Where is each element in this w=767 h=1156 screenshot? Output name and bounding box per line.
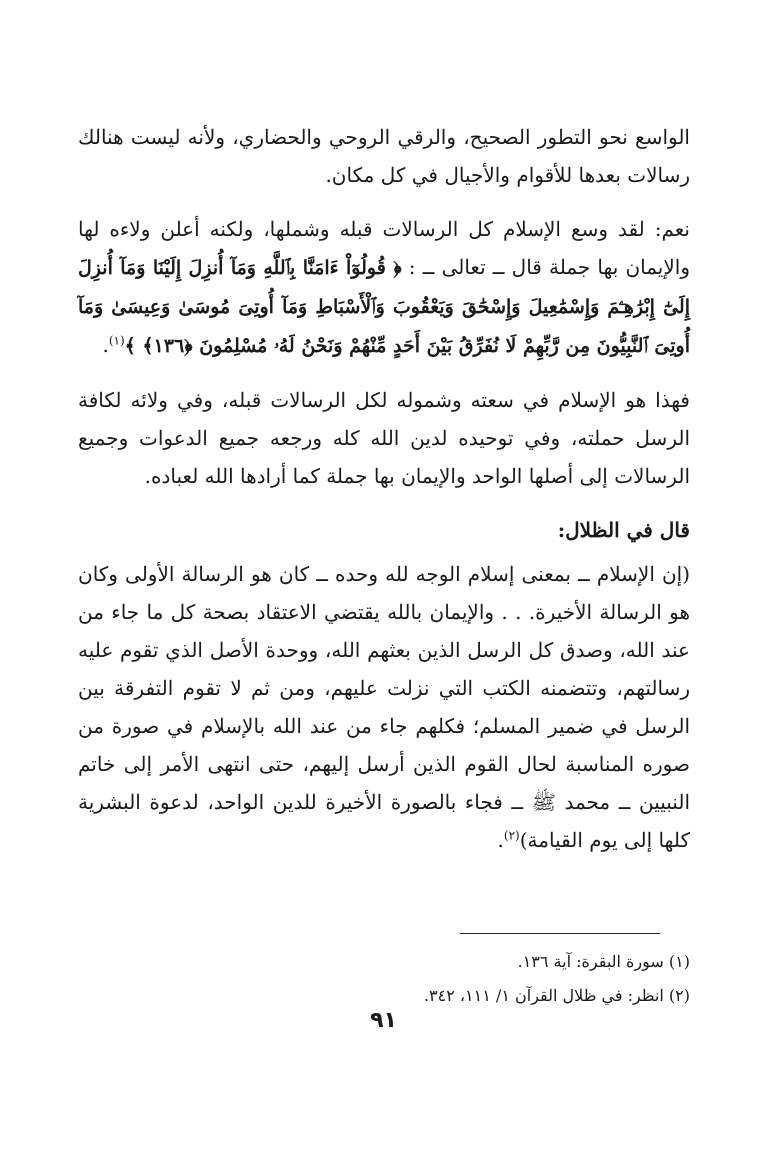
- main-text: [78, 118, 690, 859]
- footnote-2: (٢) انظر: في ظلال القرآن ١/ ١١١، ٣٤٢.: [423, 986, 690, 1005]
- paragraph-2-intro: نعم: لقد وسع الإسلام كل الرسالات قبله وشملها، ولكنه أعلن ولاءه لها والإيمان بها جملة قال ــ تعالى ــ :: [78, 217, 690, 279]
- quran-verse: ﴿ قُولُوٓاْ ءَامَنَّا بِٱللَّهِ وَمَآ أُنزِلَ إِلَيْنَا وَمَآ أُنزِلَ إِلَىٰٓ إِبْرَٰهِـۧمَ وَإِسْمَٰعِيلَ وَإِسْحَٰقَ وَيَعْقُوبَ وَٱلْأَسْبَاطِ وَمَآ أُوتِىَ مُوسَىٰ وَعِيسَىٰ وَمَآ أُوتِىَ ٱلنَّبِيُّونَ مِن رَّبِّهِمْ لَا نُفَرِّقُ بَيْنَ أَحَدٍ مِّنْهُمْ وَنَحْنُ لَهُۥ مُسْلِمُونَ ﴿١٣٦﴾ ﴾: [78, 257, 690, 357]
- section-heading: قال في الظلال:: [557, 518, 690, 542]
- paragraph-2-end: .: [102, 333, 109, 357]
- paragraph-3: فهذا هو الإسلام في سعته وشموله لكل الرسالات قبله، وفي ولائه لكافة الرسل حملته، وفي توحيده لدين الله كله ورجعه جميع الدعوات وجميع الرسالات إلى أصلها الواحد والإيمان بها جملة كما أرادها الله لعباده.: [78, 388, 691, 488]
- footnote-divider: [460, 933, 660, 934]
- footnotes: [78, 945, 690, 1013]
- paragraph-2: [78, 210, 690, 365]
- paragraph-4-end: .: [497, 828, 504, 852]
- page-number: ٩١: [370, 1008, 397, 1033]
- paragraph-4-text: (إن الإسلام ــ بمعنى إسلام الوجه لله وحده ــ كان هو الرسالة الأولى وكان هو الرسالة الأخيرة. . . والإيمان بالله يقتضي الاعتقاد بصحة كل ما جاء من عند الله، وصدق كل الرسل الذين بعثهم الله، ووحدة الأصل الذي تقوم عليه رسالتهم، وتتضمنه الكتب التي نزلت عليهم، ومن ثم لا تقوم التفرقة بين الرسل في ضمير المسلم؛ فكلهم جاء من عند الله بالإسلام في صورة من صوره المناسبة لحال القوم الذين أرسل إليهم، حتى انتهى الأمر إلى خاتم النبيين ــ محمد ﷺ ــ فجاء بالصورة الأخيرة للدين الواحد، لدعوة البشرية كلها إلى يوم القيامة): [78, 562, 690, 852]
- footnote-ref-2: (٢): [503, 828, 520, 843]
- paragraph-1: الواسع نحو التطور الصحيح، والرقي الروحي والحضاري، ولأنه ليست هنالك رسالات بعدها للأقوام والأجيال في كل مكان.: [78, 125, 690, 187]
- paragraph-4: [78, 555, 690, 859]
- footnote-1: (١) سورة البقرة: آية ١٣٦.: [517, 952, 690, 971]
- footnote-ref-1: (١): [108, 333, 125, 348]
